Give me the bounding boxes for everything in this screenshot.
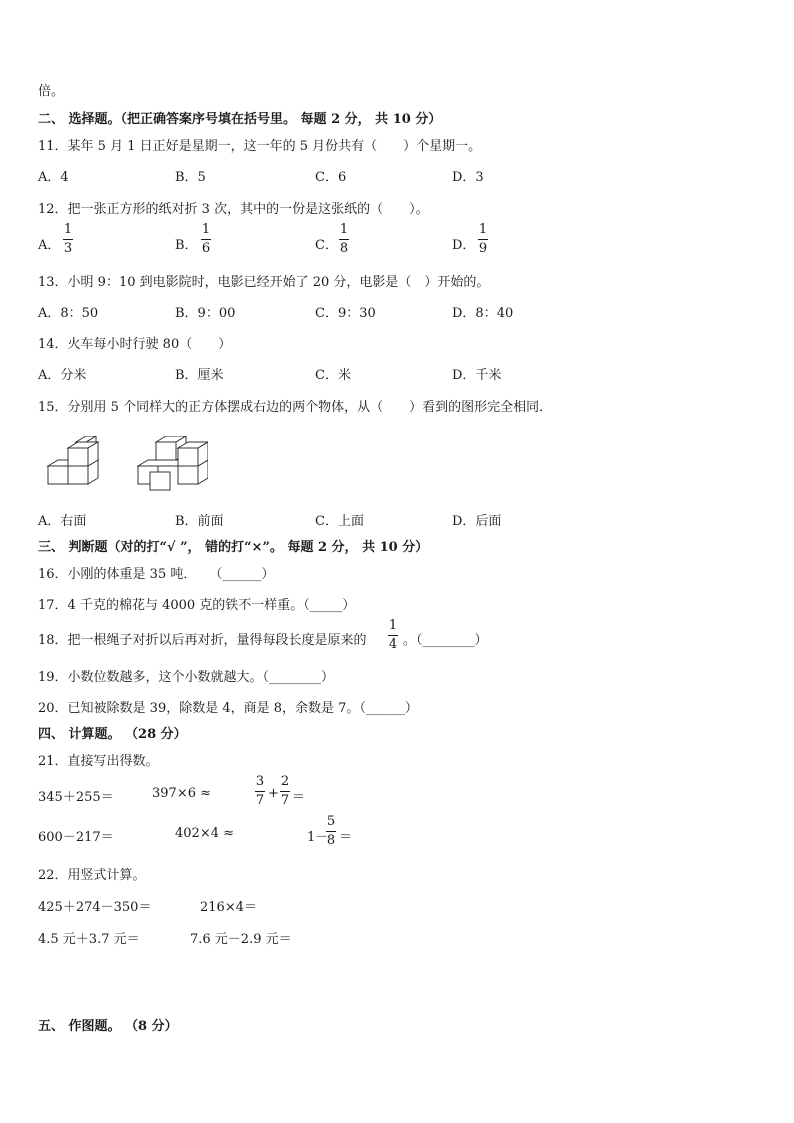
q15-option-a: A．右面 xyxy=(38,514,87,529)
q12-option-c-fraction xyxy=(339,223,349,256)
fraction-denominator: 4 xyxy=(388,637,398,652)
q22-expression-2: 216×4＝ xyxy=(200,900,257,915)
question-21: 21．直接写出得数。 xyxy=(38,754,159,769)
q13-option-b: B．9：00 xyxy=(175,306,236,321)
q14-option-d: D．千米 xyxy=(452,368,502,383)
q12-option-a-fraction xyxy=(63,223,73,256)
q13-option-c: C．9：30 xyxy=(315,306,376,321)
q14-option-b: B．厘米 xyxy=(175,368,224,383)
q22-expression-1: 425＋274－350＝ xyxy=(38,900,152,915)
q11-option-a: A．4 xyxy=(38,170,69,185)
question-18: 18．把一根绳子对折以后再对折，量得每段长度是原来的 xyxy=(38,633,367,648)
q14-option-c: C．米 xyxy=(315,368,351,383)
q12-option-c-letter: C． xyxy=(315,238,338,253)
q21-expression-5: 402×4 ≈ xyxy=(175,826,235,841)
q21-expression-4: 600－217＝ xyxy=(38,830,114,845)
fraction-numerator: 1 xyxy=(339,222,349,237)
fraction-denominator: 7 xyxy=(280,793,290,808)
q21-expression-6-equals: ＝ xyxy=(339,830,353,845)
fraction-numerator: 1 xyxy=(388,618,398,633)
question-20: 20．已知被除数是 39，除数是 4，商是 8，余数是 7。（______） xyxy=(38,701,418,716)
question-17: 17．4 千克的棉花与 4000 克的铁不一样重。（_____） xyxy=(38,598,356,613)
fraction-denominator: 6 xyxy=(201,241,211,256)
q21-expression-3-equals: ＝ xyxy=(292,790,306,805)
fraction-numerator: 2 xyxy=(280,774,290,789)
fraction-numerator: 1 xyxy=(478,222,488,237)
question-13: 13．小明 9：10 到电影院时，电影已经开始了 20 分，电影是（ ）开始的。 xyxy=(38,275,490,290)
section-4-title: 四、 计算题。 （28 分） xyxy=(38,727,187,742)
q22-expression-4: 7.6 元－2.9 元＝ xyxy=(190,932,292,947)
section-3-title: 三、 判断题（对的打“√ ”， 错的打“×”。 每题 2 分， 共 10 分） xyxy=(38,540,429,555)
q12-option-d-letter: D． xyxy=(452,238,476,253)
question-19: 19．小数位数越多，这个小数就越大。（________） xyxy=(38,670,335,685)
section-5-title: 五、 作图题。 （8 分） xyxy=(38,1019,178,1034)
fraction-numerator: 1 xyxy=(63,222,73,237)
q12-option-b-letter: B． xyxy=(175,238,198,253)
q12-option-d-fraction xyxy=(478,223,488,256)
q21-expression-6-prefix: 1－ xyxy=(307,830,329,845)
question-11: 11．某年 5 月 1 日正好是星期一，这一年的 5 月份共有（ ）个星期一。 xyxy=(38,139,482,154)
fraction-denominator: 7 xyxy=(255,793,265,808)
question-14: 14．火车每小时行驶 80（ ） xyxy=(38,337,232,352)
fraction-denominator: 8 xyxy=(326,833,336,848)
q15-option-c: C．上面 xyxy=(315,514,364,529)
q21-expression-1: 345＋255＝ xyxy=(38,790,114,805)
question-15: 15．分别用 5 个同样大的正方体摆成右边的两个物体，从（ ）看到的图形完全相同． xyxy=(38,400,553,415)
q21-expression-3-operator: + xyxy=(268,786,279,801)
q11-option-d: D．3 xyxy=(452,170,484,185)
fraction-denominator: 8 xyxy=(339,241,349,256)
fraction-denominator: 9 xyxy=(478,241,488,256)
q21-expression-3-fraction-1 xyxy=(255,775,265,808)
q14-option-a: A．分米 xyxy=(38,368,87,383)
q21-expression-3-fraction-2 xyxy=(280,775,290,808)
q18-fraction xyxy=(388,619,398,652)
q21-expression-2: 397×6 ≈ xyxy=(152,786,212,801)
section-2-title: 二、 选择题。（把正确答案序号填在括号里。 每题 2 分， 共 10 分） xyxy=(38,112,442,127)
q11-option-c: C．6 xyxy=(315,170,347,185)
question-16: 16．小刚的体重是 35 吨． （______） xyxy=(38,567,275,582)
q15-option-b: B．前面 xyxy=(175,514,224,529)
question-18-tail: 。（________） xyxy=(403,633,488,648)
q12-option-a-letter: A． xyxy=(38,238,61,253)
q13-option-a: A．8：50 xyxy=(38,306,99,321)
cube-figure-right xyxy=(134,436,208,494)
fraction-denominator: 3 xyxy=(63,241,73,256)
q13-option-d: D．8：40 xyxy=(452,306,514,321)
fraction-numerator: 5 xyxy=(326,814,336,829)
q15-option-d: D．后面 xyxy=(452,514,502,529)
q11-option-b: B．5 xyxy=(175,170,206,185)
fraction-numerator: 1 xyxy=(201,222,211,237)
question-22: 22．用竖式计算。 xyxy=(38,868,146,883)
q22-expression-3: 4.5 元＋3.7 元＝ xyxy=(38,932,140,947)
q21-expression-6-fraction xyxy=(326,815,336,848)
cube-figure-left xyxy=(44,436,108,494)
fraction-numerator: 3 xyxy=(255,774,265,789)
question-12: 12．把一张正方形的纸对折 3 次，其中的一份是这张纸的（ ）。 xyxy=(38,202,429,217)
q12-option-b-fraction xyxy=(201,223,211,256)
top-fragment: 倍。 xyxy=(38,84,65,99)
